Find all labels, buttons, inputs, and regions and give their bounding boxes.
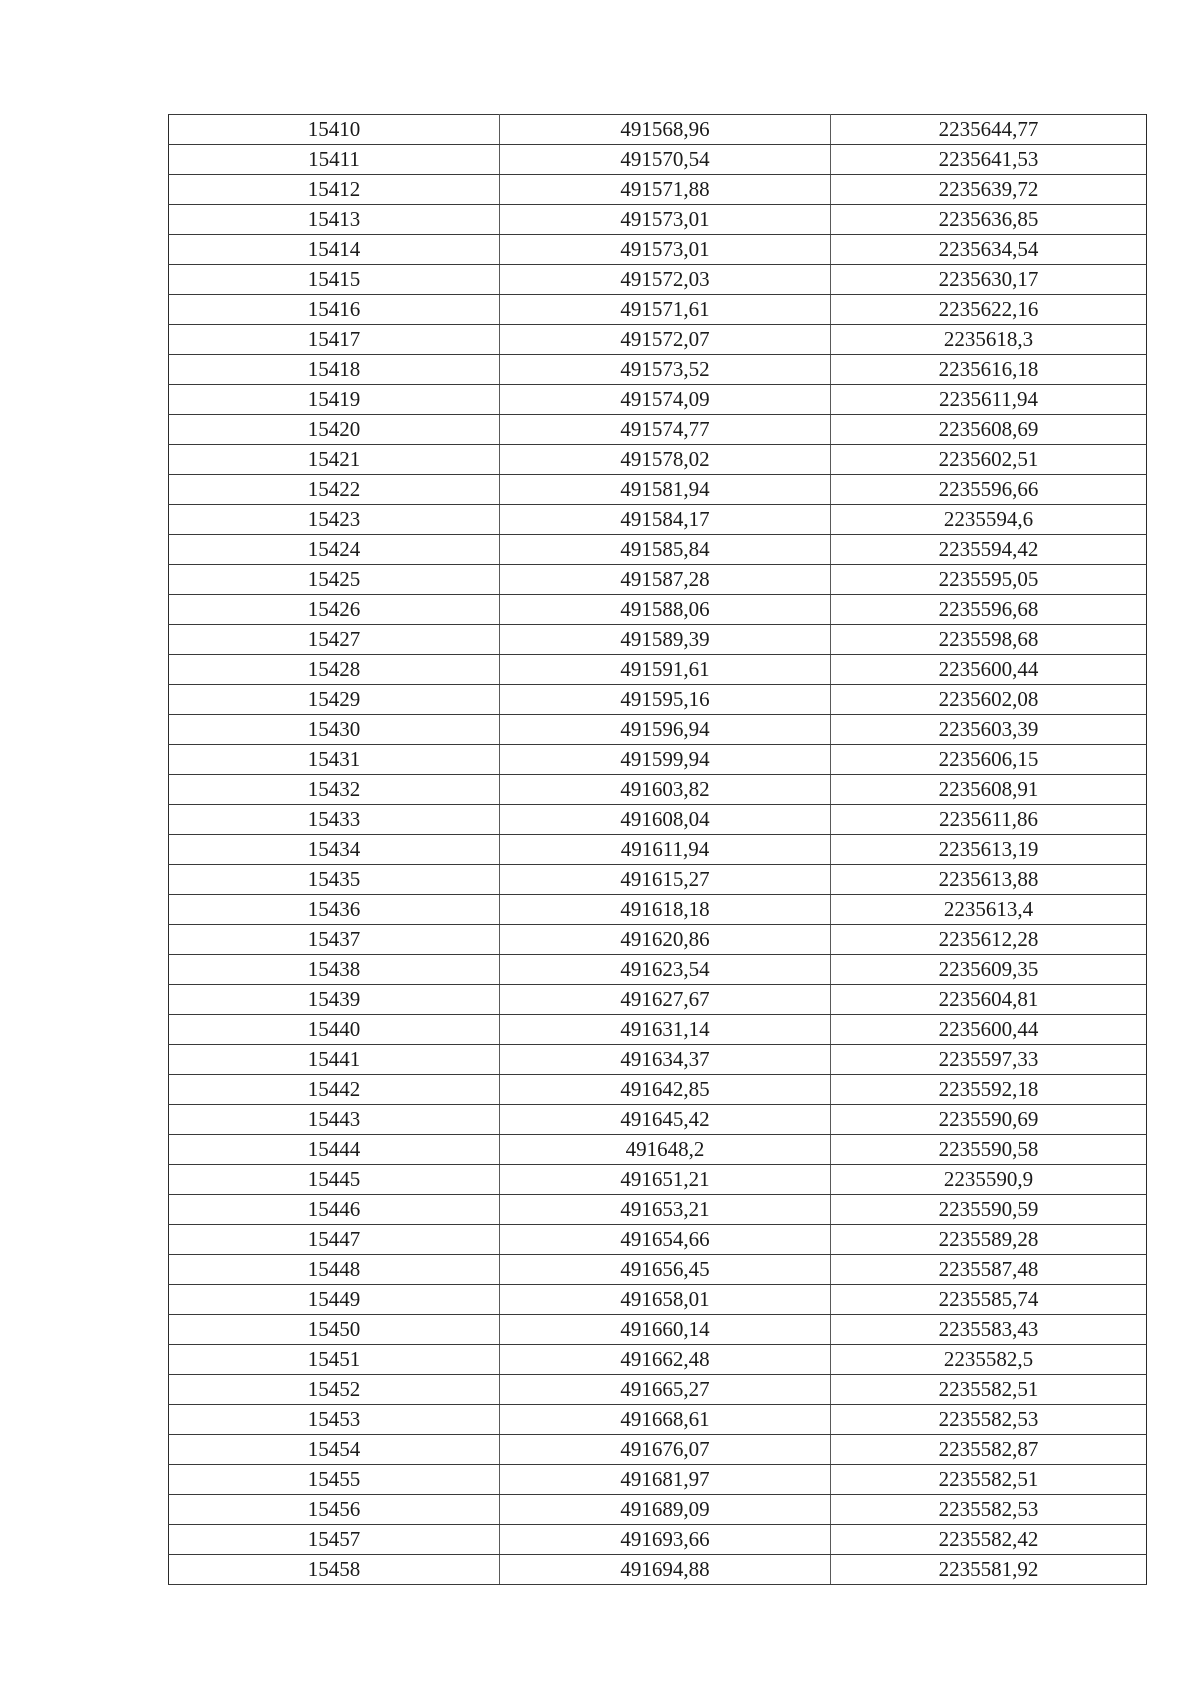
point-number-cell: 15449: [169, 1285, 500, 1315]
x-coordinate-cell: 491618,18: [500, 895, 831, 925]
point-number-cell: 15411: [169, 145, 500, 175]
table-row: [169, 655, 1147, 685]
point-number-cell: 15412: [169, 175, 500, 205]
table-row: [169, 445, 1147, 475]
point-number-cell: 15420: [169, 415, 500, 445]
point-number-cell: 15424: [169, 535, 500, 565]
table-row: [169, 265, 1147, 295]
x-coordinate-cell: 491587,28: [500, 565, 831, 595]
table-row: [169, 535, 1147, 565]
x-coordinate-cell: 491571,61: [500, 295, 831, 325]
table-row: [169, 295, 1147, 325]
y-coordinate-cell: 2235602,51: [831, 445, 1147, 475]
x-coordinate-cell: 491660,14: [500, 1315, 831, 1345]
y-coordinate-cell: 2235613,88: [831, 865, 1147, 895]
point-number-cell: 15448: [169, 1255, 500, 1285]
point-number-cell: 15445: [169, 1165, 500, 1195]
point-number-cell: 15423: [169, 505, 500, 535]
x-coordinate-cell: 491648,2: [500, 1135, 831, 1165]
point-number-cell: 15441: [169, 1045, 500, 1075]
point-number-cell: 15437: [169, 925, 500, 955]
table-row: [169, 625, 1147, 655]
table-row: [169, 1315, 1147, 1345]
x-coordinate-cell: 491662,48: [500, 1345, 831, 1375]
y-coordinate-cell: 2235582,5: [831, 1345, 1147, 1375]
x-coordinate-cell: 491689,09: [500, 1495, 831, 1525]
point-number-cell: 15427: [169, 625, 500, 655]
table-row: [169, 1525, 1147, 1555]
table-row: [169, 385, 1147, 415]
y-coordinate-cell: 2235603,39: [831, 715, 1147, 745]
y-coordinate-cell: 2235634,54: [831, 235, 1147, 265]
x-coordinate-cell: 491595,16: [500, 685, 831, 715]
table-row: [169, 475, 1147, 505]
point-number-cell: 15421: [169, 445, 500, 475]
table-row: [169, 1075, 1147, 1105]
y-coordinate-cell: 2235594,42: [831, 535, 1147, 565]
point-number-cell: 15433: [169, 805, 500, 835]
x-coordinate-cell: 491653,21: [500, 1195, 831, 1225]
x-coordinate-cell: 491573,01: [500, 235, 831, 265]
y-coordinate-cell: 2235594,6: [831, 505, 1147, 535]
table-row: [169, 355, 1147, 385]
x-coordinate-cell: 491642,85: [500, 1075, 831, 1105]
table-row: [169, 805, 1147, 835]
x-coordinate-cell: 491581,94: [500, 475, 831, 505]
table-row: [169, 865, 1147, 895]
table-row: [169, 1405, 1147, 1435]
y-coordinate-cell: 2235581,92: [831, 1555, 1147, 1585]
x-coordinate-cell: 491573,01: [500, 205, 831, 235]
point-number-cell: 15419: [169, 385, 500, 415]
x-coordinate-cell: 491654,66: [500, 1225, 831, 1255]
y-coordinate-cell: 2235582,51: [831, 1465, 1147, 1495]
x-coordinate-cell: 491631,14: [500, 1015, 831, 1045]
table-row: [169, 1555, 1147, 1585]
y-coordinate-cell: 2235590,9: [831, 1165, 1147, 1195]
point-number-cell: 15415: [169, 265, 500, 295]
point-number-cell: 15439: [169, 985, 500, 1015]
y-coordinate-cell: 2235611,94: [831, 385, 1147, 415]
x-coordinate-cell: 491574,77: [500, 415, 831, 445]
point-number-cell: 15426: [169, 595, 500, 625]
point-number-cell: 15443: [169, 1105, 500, 1135]
y-coordinate-cell: 2235622,16: [831, 295, 1147, 325]
y-coordinate-cell: 2235600,44: [831, 1015, 1147, 1045]
y-coordinate-cell: 2235612,28: [831, 925, 1147, 955]
x-coordinate-cell: 491627,67: [500, 985, 831, 1015]
point-number-cell: 15428: [169, 655, 500, 685]
table-row: [169, 565, 1147, 595]
table-row: [169, 595, 1147, 625]
x-coordinate-cell: 491571,88: [500, 175, 831, 205]
y-coordinate-cell: 2235585,74: [831, 1285, 1147, 1315]
y-coordinate-cell: 2235630,17: [831, 265, 1147, 295]
table-row: [169, 835, 1147, 865]
x-coordinate-cell: 491634,37: [500, 1045, 831, 1075]
point-number-cell: 15444: [169, 1135, 500, 1165]
x-coordinate-cell: 491658,01: [500, 1285, 831, 1315]
x-coordinate-cell: 491573,52: [500, 355, 831, 385]
y-coordinate-cell: 2235602,08: [831, 685, 1147, 715]
y-coordinate-cell: 2235613,4: [831, 895, 1147, 925]
x-coordinate-cell: 491596,94: [500, 715, 831, 745]
y-coordinate-cell: 2235608,69: [831, 415, 1147, 445]
table-row: [169, 1225, 1147, 1255]
table-row: [169, 1045, 1147, 1075]
table-row: [169, 1345, 1147, 1375]
point-number-cell: 15431: [169, 745, 500, 775]
table-row: [169, 205, 1147, 235]
x-coordinate-cell: 491591,61: [500, 655, 831, 685]
x-coordinate-cell: 491665,27: [500, 1375, 831, 1405]
y-coordinate-cell: 2235613,19: [831, 835, 1147, 865]
table-row: [169, 1015, 1147, 1045]
x-coordinate-cell: 491676,07: [500, 1435, 831, 1465]
y-coordinate-cell: 2235608,91: [831, 775, 1147, 805]
point-number-cell: 15422: [169, 475, 500, 505]
table-row: [169, 775, 1147, 805]
table-row: [169, 235, 1147, 265]
table-row: [169, 1495, 1147, 1525]
x-coordinate-cell: 491584,17: [500, 505, 831, 535]
point-number-cell: 15430: [169, 715, 500, 745]
point-number-cell: 15455: [169, 1465, 500, 1495]
y-coordinate-cell: 2235604,81: [831, 985, 1147, 1015]
point-number-cell: 15447: [169, 1225, 500, 1255]
y-coordinate-cell: 2235597,33: [831, 1045, 1147, 1075]
x-coordinate-cell: 491693,66: [500, 1525, 831, 1555]
y-coordinate-cell: 2235589,28: [831, 1225, 1147, 1255]
x-coordinate-cell: 491656,45: [500, 1255, 831, 1285]
y-coordinate-cell: 2235600,44: [831, 655, 1147, 685]
x-coordinate-cell: 491620,86: [500, 925, 831, 955]
x-coordinate-cell: 491572,07: [500, 325, 831, 355]
y-coordinate-cell: 2235582,51: [831, 1375, 1147, 1405]
table-row: [169, 1195, 1147, 1225]
x-coordinate-cell: 491568,96: [500, 115, 831, 145]
y-coordinate-cell: 2235609,35: [831, 955, 1147, 985]
y-coordinate-cell: 2235636,85: [831, 205, 1147, 235]
y-coordinate-cell: 2235596,68: [831, 595, 1147, 625]
coordinates-table-body: [169, 115, 1147, 1585]
y-coordinate-cell: 2235644,77: [831, 115, 1147, 145]
y-coordinate-cell: 2235639,72: [831, 175, 1147, 205]
table-row: [169, 925, 1147, 955]
point-number-cell: 15410: [169, 115, 500, 145]
point-number-cell: 15458: [169, 1555, 500, 1585]
x-coordinate-cell: 491599,94: [500, 745, 831, 775]
x-coordinate-cell: 491623,54: [500, 955, 831, 985]
point-number-cell: 15454: [169, 1435, 500, 1465]
table-row: [169, 1435, 1147, 1465]
x-coordinate-cell: 491585,84: [500, 535, 831, 565]
document-page: [168, 114, 1146, 1585]
point-number-cell: 15457: [169, 1525, 500, 1555]
table-row: [169, 895, 1147, 925]
x-coordinate-cell: 491651,21: [500, 1165, 831, 1195]
table-row: [169, 1105, 1147, 1135]
table-row: [169, 1135, 1147, 1165]
x-coordinate-cell: 491578,02: [500, 445, 831, 475]
x-coordinate-cell: 491645,42: [500, 1105, 831, 1135]
point-number-cell: 15442: [169, 1075, 500, 1105]
point-number-cell: 15438: [169, 955, 500, 985]
point-number-cell: 15446: [169, 1195, 500, 1225]
point-number-cell: 15440: [169, 1015, 500, 1045]
table-row: [169, 1285, 1147, 1315]
y-coordinate-cell: 2235616,18: [831, 355, 1147, 385]
point-number-cell: 15418: [169, 355, 500, 385]
y-coordinate-cell: 2235582,53: [831, 1495, 1147, 1525]
table-row: [169, 505, 1147, 535]
point-number-cell: 15436: [169, 895, 500, 925]
x-coordinate-cell: 491694,88: [500, 1555, 831, 1585]
table-row: [169, 115, 1147, 145]
point-number-cell: 15451: [169, 1345, 500, 1375]
y-coordinate-cell: 2235618,3: [831, 325, 1147, 355]
x-coordinate-cell: 491603,82: [500, 775, 831, 805]
x-coordinate-cell: 491574,09: [500, 385, 831, 415]
point-number-cell: 15456: [169, 1495, 500, 1525]
y-coordinate-cell: 2235596,66: [831, 475, 1147, 505]
table-row: [169, 145, 1147, 175]
y-coordinate-cell: 2235590,59: [831, 1195, 1147, 1225]
point-number-cell: 15414: [169, 235, 500, 265]
point-number-cell: 15416: [169, 295, 500, 325]
x-coordinate-cell: 491681,97: [500, 1465, 831, 1495]
x-coordinate-cell: 491572,03: [500, 265, 831, 295]
y-coordinate-cell: 2235590,69: [831, 1105, 1147, 1135]
y-coordinate-cell: 2235598,68: [831, 625, 1147, 655]
point-number-cell: 15453: [169, 1405, 500, 1435]
point-number-cell: 15452: [169, 1375, 500, 1405]
point-number-cell: 15425: [169, 565, 500, 595]
y-coordinate-cell: 2235592,18: [831, 1075, 1147, 1105]
point-number-cell: 15435: [169, 865, 500, 895]
table-row: [169, 985, 1147, 1015]
point-number-cell: 15429: [169, 685, 500, 715]
y-coordinate-cell: 2235583,43: [831, 1315, 1147, 1345]
point-number-cell: 15450: [169, 1315, 500, 1345]
point-number-cell: 15432: [169, 775, 500, 805]
x-coordinate-cell: 491589,39: [500, 625, 831, 655]
x-coordinate-cell: 491611,94: [500, 835, 831, 865]
y-coordinate-cell: 2235595,05: [831, 565, 1147, 595]
table-row: [169, 1165, 1147, 1195]
x-coordinate-cell: 491668,61: [500, 1405, 831, 1435]
table-row: [169, 715, 1147, 745]
x-coordinate-cell: 491588,06: [500, 595, 831, 625]
x-coordinate-cell: 491570,54: [500, 145, 831, 175]
table-row: [169, 175, 1147, 205]
point-number-cell: 15417: [169, 325, 500, 355]
y-coordinate-cell: 2235611,86: [831, 805, 1147, 835]
point-number-cell: 15413: [169, 205, 500, 235]
table-row: [169, 685, 1147, 715]
point-number-cell: 15434: [169, 835, 500, 865]
y-coordinate-cell: 2235641,53: [831, 145, 1147, 175]
table-row: [169, 325, 1147, 355]
coordinates-table: [168, 114, 1147, 1585]
y-coordinate-cell: 2235582,42: [831, 1525, 1147, 1555]
y-coordinate-cell: 2235582,87: [831, 1435, 1147, 1465]
table-row: [169, 415, 1147, 445]
x-coordinate-cell: 491608,04: [500, 805, 831, 835]
table-row: [169, 1375, 1147, 1405]
y-coordinate-cell: 2235590,58: [831, 1135, 1147, 1165]
y-coordinate-cell: 2235582,53: [831, 1405, 1147, 1435]
table-row: [169, 1465, 1147, 1495]
table-row: [169, 1255, 1147, 1285]
x-coordinate-cell: 491615,27: [500, 865, 831, 895]
table-row: [169, 955, 1147, 985]
table-row: [169, 745, 1147, 775]
y-coordinate-cell: 2235606,15: [831, 745, 1147, 775]
y-coordinate-cell: 2235587,48: [831, 1255, 1147, 1285]
